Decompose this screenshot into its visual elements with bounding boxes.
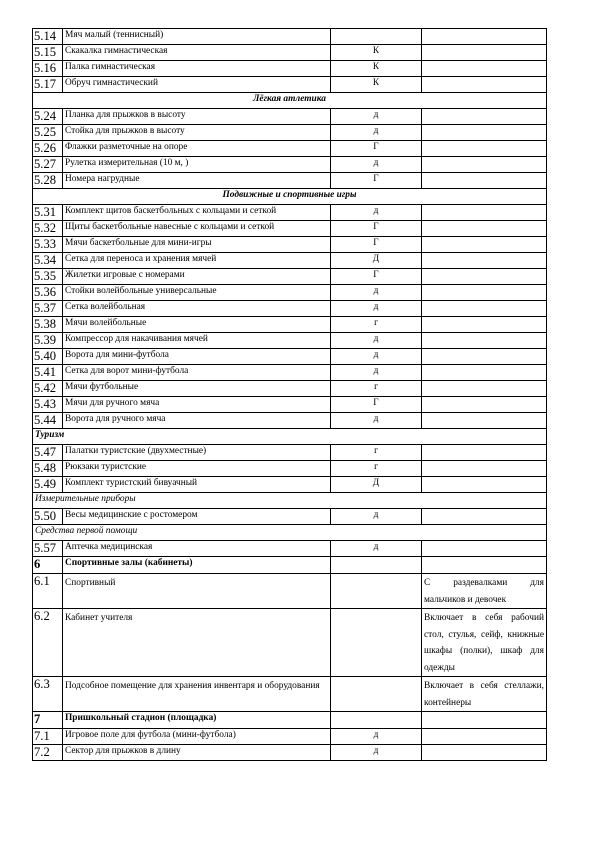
table-row xyxy=(33,445,547,461)
item-number: 5.47 xyxy=(33,445,63,461)
item-note xyxy=(422,285,547,301)
item-number: 5.42 xyxy=(33,381,63,397)
chapter-row xyxy=(33,557,547,574)
table-row xyxy=(33,29,547,45)
item-note xyxy=(422,445,547,461)
item-note xyxy=(422,349,547,365)
item-note xyxy=(422,745,547,761)
chapter-title: Спортивные залы (кабинеты) xyxy=(63,557,331,574)
item-code: д xyxy=(331,285,422,301)
table-row xyxy=(33,109,547,125)
item-number: 5.41 xyxy=(33,365,63,381)
table-row xyxy=(33,253,547,269)
item-number: 5.36 xyxy=(33,285,63,301)
item-code xyxy=(331,677,422,712)
item-name: Сетка для переноса и хранения мячей xyxy=(63,253,331,269)
item-note xyxy=(422,157,547,173)
item-note: Включает в себя стеллажи, контейнеры xyxy=(422,677,547,712)
table-row xyxy=(33,477,547,493)
item-number: 5.40 xyxy=(33,349,63,365)
table-row xyxy=(33,349,547,365)
item-note xyxy=(422,45,547,61)
item-number: 5.38 xyxy=(33,317,63,333)
item-code: д xyxy=(331,205,422,221)
table-row xyxy=(33,541,547,557)
item-name: Рулетка измерительная (10 м, ) xyxy=(63,157,331,173)
table-row xyxy=(33,45,547,61)
item-code: д xyxy=(331,365,422,381)
item-note xyxy=(422,413,547,429)
item-note xyxy=(422,333,547,349)
table-row xyxy=(33,677,547,712)
item-name: Мячи волейбольные xyxy=(63,317,331,333)
empty-cell xyxy=(331,712,422,729)
item-number: 5.57 xyxy=(33,541,63,557)
subsection-title: Средства первой помощи xyxy=(33,525,547,541)
item-number: 5.32 xyxy=(33,221,63,237)
item-name: Стойка для прыжков в высоту xyxy=(63,125,331,141)
item-number: 5.44 xyxy=(33,413,63,429)
table-row xyxy=(33,77,547,93)
section-title: Подвижные и спортивные игры xyxy=(33,189,547,205)
item-code: д xyxy=(331,301,422,317)
item-number: 5.26 xyxy=(33,141,63,157)
item-note xyxy=(422,397,547,413)
table-row xyxy=(33,141,547,157)
table-body xyxy=(33,29,547,761)
item-code: Г xyxy=(331,141,422,157)
item-name: Планка для прыжков в высоту xyxy=(63,109,331,125)
item-note xyxy=(422,253,547,269)
empty-cell xyxy=(422,557,547,574)
table-row xyxy=(33,574,547,609)
section-title: Лёгкая атлетика xyxy=(33,93,547,109)
item-note xyxy=(422,237,547,253)
item-number: 5.15 xyxy=(33,45,63,61)
item-name: Флажки разметочные на опоре xyxy=(63,141,331,157)
item-name: Номера нагрудные xyxy=(63,173,331,189)
item-code: Д xyxy=(331,477,422,493)
item-name: Палка гимнастическая xyxy=(63,61,331,77)
item-name: Мячи для ручного мяча xyxy=(63,397,331,413)
table-row xyxy=(33,301,547,317)
item-name: Мяч малый (теннисный) xyxy=(63,29,331,45)
item-note xyxy=(422,141,547,157)
item-note xyxy=(422,381,547,397)
table-row xyxy=(33,221,547,237)
table-row xyxy=(33,125,547,141)
item-name: Комплект щитов баскетбольных с кольцами и сеткой xyxy=(63,205,331,221)
item-code: г xyxy=(331,445,422,461)
item-number: 5.37 xyxy=(33,301,63,317)
item-code: Г xyxy=(331,269,422,285)
equipment-table xyxy=(32,28,547,761)
item-name: Мячи баскетбольные для мини-игры xyxy=(63,237,331,253)
item-number: 5.49 xyxy=(33,477,63,493)
item-code: д xyxy=(331,509,422,525)
subsection-title: Измерительные приборы xyxy=(33,493,547,509)
item-number: 7.1 xyxy=(33,729,63,745)
item-code: д xyxy=(331,413,422,429)
table-row xyxy=(33,397,547,413)
item-code: д xyxy=(331,157,422,173)
item-name: Обруч гимнастический xyxy=(63,77,331,93)
item-number: 6.2 xyxy=(33,609,63,677)
item-number: 5.50 xyxy=(33,509,63,525)
table-row xyxy=(33,173,547,189)
subsection-row xyxy=(33,493,547,509)
item-code: Г xyxy=(331,221,422,237)
chapter-number: 6 xyxy=(33,557,63,574)
item-name: Жилетки игровые с номерами xyxy=(63,269,331,285)
item-code: К xyxy=(331,45,422,61)
item-name: Щиты баскетбольные навесные с кольцами и сеткой xyxy=(63,221,331,237)
item-name: Ворота для ручного мяча xyxy=(63,413,331,429)
item-code: д xyxy=(331,333,422,349)
item-note xyxy=(422,29,547,45)
item-code xyxy=(331,609,422,677)
item-code: Г xyxy=(331,237,422,253)
table-row xyxy=(33,333,547,349)
item-note xyxy=(422,269,547,285)
item-number: 5.31 xyxy=(33,205,63,221)
item-name: Игровое поле для футбола (мини-футбола) xyxy=(63,729,331,745)
item-note xyxy=(422,477,547,493)
table-row xyxy=(33,285,547,301)
item-name: Скакалка гимнастическая xyxy=(63,45,331,61)
item-note xyxy=(422,301,547,317)
item-name: Спортивный xyxy=(63,574,331,609)
item-code: д xyxy=(331,109,422,125)
item-note xyxy=(422,317,547,333)
item-code: К xyxy=(331,77,422,93)
table-row xyxy=(33,205,547,221)
item-number: 5.14 xyxy=(33,29,63,45)
item-number: 5.39 xyxy=(33,333,63,349)
item-number: 5.25 xyxy=(33,125,63,141)
table-row xyxy=(33,61,547,77)
item-name: Рюкзаки туристские xyxy=(63,461,331,477)
item-number: 5.28 xyxy=(33,173,63,189)
table-row xyxy=(33,509,547,525)
item-code: Д xyxy=(331,253,422,269)
table-row xyxy=(33,461,547,477)
item-code: Г xyxy=(331,397,422,413)
item-name: Стойки волейбольные универсальные xyxy=(63,285,331,301)
table-row xyxy=(33,237,547,253)
item-code: К xyxy=(331,61,422,77)
item-code: д xyxy=(331,745,422,761)
item-code: Г xyxy=(331,173,422,189)
subsection-row xyxy=(33,429,547,445)
item-note xyxy=(422,541,547,557)
chapter-title: Пришкольный стадион (площадка) xyxy=(63,712,331,729)
table-row xyxy=(33,745,547,761)
table-row xyxy=(33,729,547,745)
chapter-number: 7 xyxy=(33,712,63,729)
item-code: д xyxy=(331,541,422,557)
item-name: Мячи футбольные xyxy=(63,381,331,397)
item-name: Ворота для мини-футбола xyxy=(63,349,331,365)
subsection-row xyxy=(33,525,547,541)
item-name: Аптечка медицинская xyxy=(63,541,331,557)
item-code: д xyxy=(331,349,422,365)
item-number: 5.24 xyxy=(33,109,63,125)
table-row xyxy=(33,413,547,429)
item-note xyxy=(422,205,547,221)
item-name: Сетка для ворот мини-футбола xyxy=(63,365,331,381)
item-note xyxy=(422,729,547,745)
item-code: г xyxy=(331,461,422,477)
item-number: 5.48 xyxy=(33,461,63,477)
item-name: Кабинет учителя xyxy=(63,609,331,677)
item-name: Сетка волейбольная xyxy=(63,301,331,317)
item-number: 5.27 xyxy=(33,157,63,173)
empty-cell xyxy=(331,557,422,574)
table-row xyxy=(33,381,547,397)
chapter-row xyxy=(33,712,547,729)
table-row xyxy=(33,609,547,677)
table-row xyxy=(33,269,547,285)
item-note xyxy=(422,173,547,189)
table-row xyxy=(33,365,547,381)
section-row xyxy=(33,189,547,205)
item-number: 5.35 xyxy=(33,269,63,285)
item-number: 5.33 xyxy=(33,237,63,253)
item-note xyxy=(422,77,547,93)
item-note xyxy=(422,61,547,77)
item-number: 5.34 xyxy=(33,253,63,269)
item-note xyxy=(422,109,547,125)
item-code xyxy=(331,29,422,45)
section-row xyxy=(33,93,547,109)
table-row xyxy=(33,157,547,173)
item-number: 6.3 xyxy=(33,677,63,712)
item-note xyxy=(422,221,547,237)
item-name: Весы медицинские с ростомером xyxy=(63,509,331,525)
item-note xyxy=(422,509,547,525)
item-note xyxy=(422,365,547,381)
item-name: Сектор для прыжков в длину xyxy=(63,745,331,761)
item-number: 5.16 xyxy=(33,61,63,77)
item-number: 5.17 xyxy=(33,77,63,93)
item-note: Включает в себя рабочий стол, стулья, сейф, книжные шкафы (полки), шкаф для одежды xyxy=(422,609,547,677)
item-code: д xyxy=(331,729,422,745)
item-name: Палатки туристские (двухместные) xyxy=(63,445,331,461)
item-code: г xyxy=(331,317,422,333)
item-note: С раздевалками для мальчиков и девочек xyxy=(422,574,547,609)
item-code xyxy=(331,574,422,609)
item-name: Компрессор для накачивания мячей xyxy=(63,333,331,349)
item-number: 7.2 xyxy=(33,745,63,761)
table-row xyxy=(33,317,547,333)
item-code: д xyxy=(331,125,422,141)
item-number: 6.1 xyxy=(33,574,63,609)
subsection-title: Туризм xyxy=(33,429,547,445)
item-name: Комплект туристский бивуачный xyxy=(63,477,331,493)
item-number: 5.43 xyxy=(33,397,63,413)
item-name: Подсобное помещение для хранения инвентаря и оборудования xyxy=(63,677,331,712)
item-note xyxy=(422,125,547,141)
empty-cell xyxy=(422,712,547,729)
item-code: г xyxy=(331,381,422,397)
item-note xyxy=(422,461,547,477)
